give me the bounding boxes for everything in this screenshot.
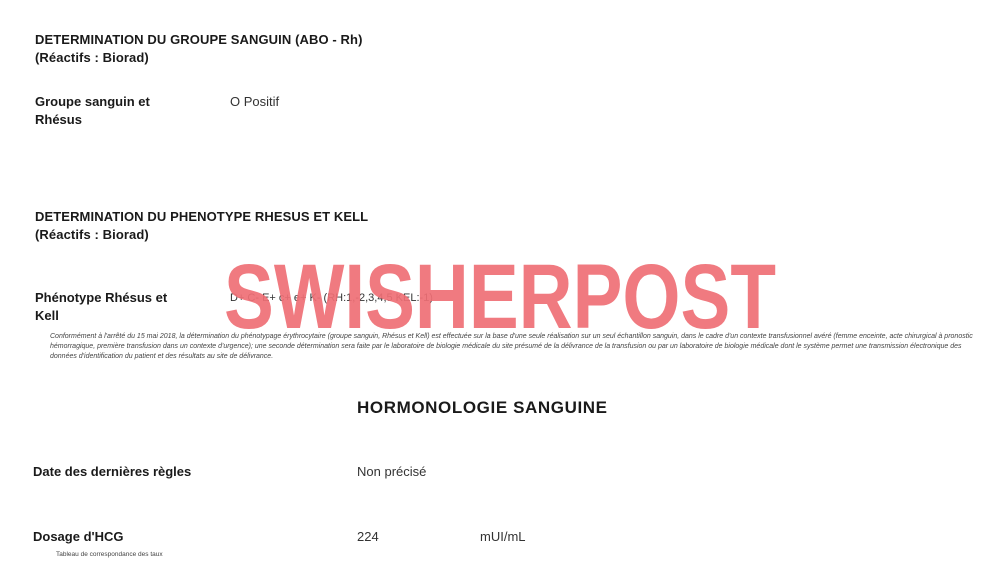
phenotype-reagents: (Réactifs : Biorad)	[35, 227, 149, 242]
hcg-label: Dosage d'HCG	[33, 529, 124, 544]
blood-group-reagents: (Réactifs : Biorad)	[35, 50, 149, 65]
phenotype-label-line2: Kell	[35, 308, 59, 323]
watermark-text: SWISHERPOST	[224, 246, 776, 338]
hcg-value: 224	[357, 529, 379, 544]
blood-group-label-line2: Rhésus	[35, 112, 82, 127]
hormonology-heading: HORMONOLOGIE SANGUINE	[357, 398, 608, 417]
blood-group-label-line1: Groupe sanguin et	[35, 94, 150, 109]
phenotype-section-title: DETERMINATION DU PHENOTYPE RHESUS ET KELL	[35, 209, 369, 224]
hcg-unit: mUI/mL	[480, 529, 526, 544]
phenotype-regulatory-note: Conformément à l'arrêté du 15 mai 2018, la détermination du phénotypage érythrocytaire (groupe sanguin, Rhésus et Kell) est effectuée sur la base d'une seule réalisation sur un seul échantillon sanguin, dans le cadre d'un contexte transfusionnel avéré (femme enceinte, acte chirurgical à pronostic hémorragique, première transfusion dans un contexte d'urgence); une seconde détermination sera faite par le laboratoire de biologie médicale du site présumé de la délivrance de la transfusion ou par un laboratoire de biologie médicale dont le système permet une transmission électronique des données d'identification du patient et des résultats au site de délivrance.	[50, 333, 973, 360]
hcg-table-caption: Tableau de correspondance des taux	[56, 551, 163, 558]
last-period-value: Non précisé	[357, 464, 427, 479]
blood-group-value: O Positif	[230, 94, 280, 109]
last-period-label: Date des dernières règles	[33, 464, 192, 479]
blood-group-section-title: DETERMINATION DU GROUPE SANGUIN (ABO - Rh)	[35, 32, 363, 47]
phenotype-value: D+ C- E+ c+ e+ K- (RH:1,-2,3,4,5 KEL:-1)	[230, 292, 433, 304]
phenotype-label-line1: Phénotype Rhésus et	[35, 290, 168, 305]
